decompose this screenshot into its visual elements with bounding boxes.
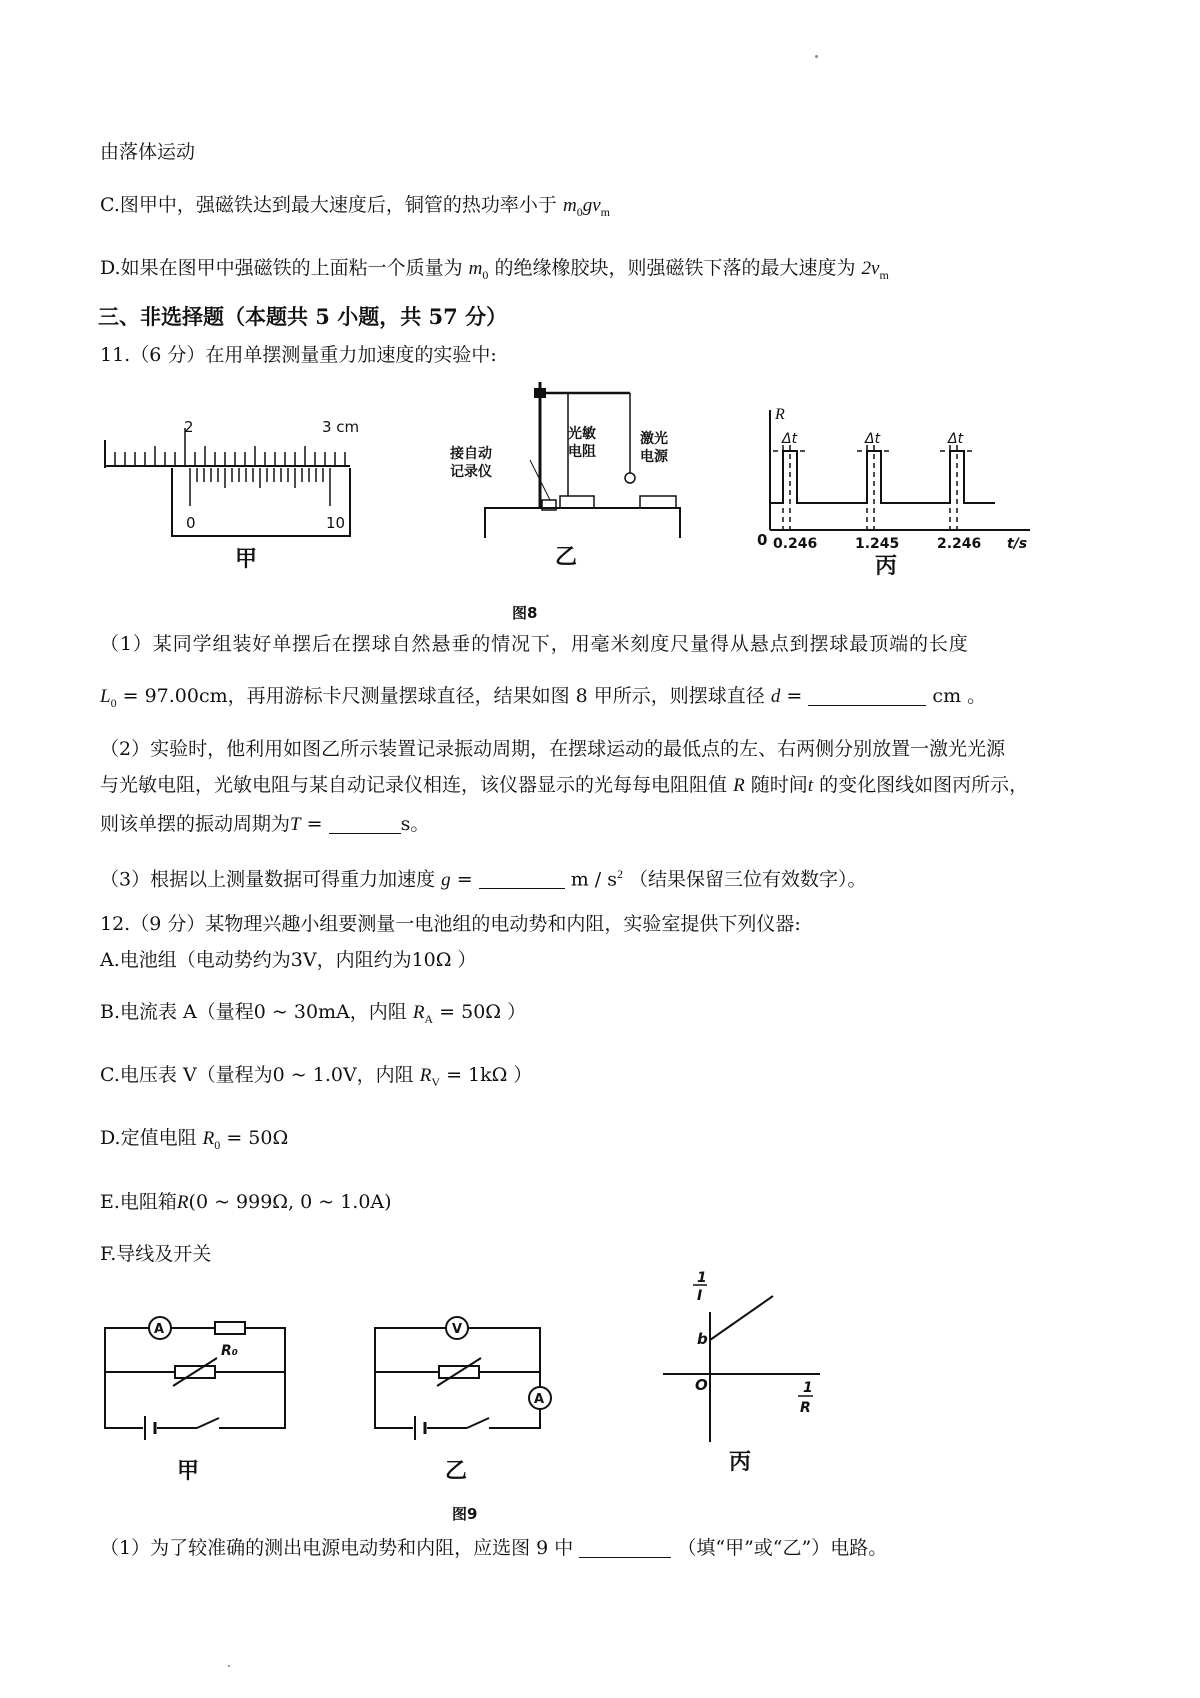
- symbol-T: T: [290, 814, 301, 835]
- symbol-RA: R: [412, 1002, 425, 1023]
- symbol-g: g: [582, 195, 593, 216]
- label-photo-2: 电阻: [568, 444, 596, 460]
- r-t-curve: [770, 451, 995, 503]
- option-f12: F.导线及开关: [100, 1243, 212, 1265]
- dashed-guides: [773, 445, 972, 530]
- q12-part1-post: （填“甲”或“乙”）电路。: [677, 1537, 888, 1559]
- dt-label-1: Δt: [782, 431, 798, 447]
- label-laser-1: 激光: [640, 431, 668, 447]
- q11-part3-unit: m / s: [570, 868, 617, 891]
- x-axis-label: t/s: [1007, 536, 1028, 552]
- symbol-m: m: [468, 258, 483, 279]
- symbol-sub: m: [879, 267, 889, 282]
- scan-dot: [815, 55, 818, 58]
- fig8-jia: [100, 410, 360, 572]
- symbol-t: t: [807, 775, 814, 796]
- symbol-R: R: [176, 1192, 189, 1213]
- y-label-den: I: [697, 1288, 703, 1304]
- origin-label: O: [695, 1376, 708, 1394]
- table: [485, 508, 680, 538]
- scan-dot: [228, 1665, 230, 1667]
- photoresistor-box: [560, 496, 594, 508]
- q11-part2-line3: [100, 812, 429, 837]
- symbol-2v: 2v: [861, 258, 880, 279]
- laser-box: [640, 496, 676, 508]
- pendulum-bob: [625, 473, 635, 483]
- label-recorder-1: 接自动: [450, 446, 492, 462]
- vernier-label-10: 10: [326, 514, 346, 532]
- symbol-RV: R: [419, 1065, 432, 1086]
- symbol-sq: 2: [616, 867, 623, 881]
- option-b-text: B.电流表 A（量程0 ~ 30mA，内阻: [100, 1001, 407, 1023]
- answer-blank-T[interactable]: [329, 813, 401, 834]
- option-c12: [100, 1063, 532, 1094]
- linear-relation: [710, 1296, 773, 1340]
- option-d-text: D.如果在图甲中强磁铁的上面粘一个质量为: [100, 257, 463, 279]
- q11-part1-line2: [100, 684, 986, 715]
- q12-part1-text: （1）为了较准确的测出电源电动势和内阻，应选图 9 中: [100, 1537, 574, 1559]
- symbol-v: v: [592, 195, 601, 216]
- q11-part1-unit: cm 。: [932, 685, 987, 707]
- symbol-sub: 0: [214, 1137, 221, 1152]
- answer-blank-circuit[interactable]: [579, 1537, 671, 1558]
- vernier-label-0: 0: [186, 514, 196, 532]
- tick-label-3: 2.246: [937, 536, 982, 552]
- origin-label: 0: [757, 531, 768, 549]
- symbol-sub: m: [600, 204, 610, 219]
- fig9-yi-label: 乙: [445, 1459, 468, 1484]
- label-recorder-2: 记录仪: [450, 464, 492, 480]
- symbol-sub: 0: [110, 695, 117, 710]
- fig8-bing-label: 丙: [875, 554, 898, 579]
- fig8-bing: [755, 405, 1035, 579]
- ammeter-label: A: [154, 1322, 165, 1337]
- option-e12-post: (0 ~ 999Ω, 0 ~ 1.0A): [188, 1191, 392, 1213]
- option-c: [100, 193, 610, 224]
- fig8-caption: 图8: [512, 604, 538, 622]
- option-e12: [100, 1190, 392, 1215]
- option-c12-text: C.电压表 V（量程为0 ~ 1.0V，内阻: [100, 1064, 414, 1086]
- intercept-label: b: [697, 1330, 708, 1348]
- q11-part3-text: （3）根据以上测量数据可得重力加速度: [100, 868, 436, 891]
- option-d: [100, 256, 889, 287]
- eq: =: [456, 868, 473, 891]
- symbol-R0: R: [202, 1128, 215, 1149]
- q11-part2-unit: s。: [400, 813, 430, 835]
- q11-part1-text: = 97.00cm，再用游标卡尺测量摆球直径，结果如图 8 甲所示，则摆球直径: [122, 685, 765, 707]
- r0-label: R₀: [221, 1343, 238, 1359]
- option-d-text-2: 的绝缘橡胶块，则强磁铁下落的最大速度为: [494, 257, 856, 279]
- eq: =: [306, 813, 323, 835]
- q11-part1-line1: （1）某同学组装好单摆后在摆球自然悬垂的情况下，用毫米刻度尺量得从悬点到摆球最顶端的长度: [100, 633, 969, 655]
- question-12: 12.（9 分）某物理兴趣小组要测量一电池组的电动势和内阻，实验室提供下列仪器:: [100, 913, 801, 935]
- fig8-yi-label: 乙: [555, 545, 578, 570]
- symbol-L: L: [100, 686, 111, 707]
- vernier-ticks: [190, 468, 330, 506]
- q11-part3-post: （结果保留三位有效数字）。: [629, 868, 867, 891]
- symbol-m: m: [562, 195, 577, 216]
- option-c12-post: = 1kΩ ）: [446, 1064, 533, 1086]
- option-d12-text: D.定值电阻: [100, 1127, 197, 1149]
- q12-part1: [100, 1536, 887, 1560]
- fig8-jia-label: 甲: [235, 547, 258, 572]
- resistor-r0: [215, 1322, 245, 1334]
- y-label-num: 1: [697, 1270, 707, 1286]
- symbol-d: d: [770, 686, 781, 707]
- voltmeter-label: V: [452, 1322, 463, 1337]
- q11-part2-text-2: 随时间: [750, 774, 808, 796]
- x-label-den: R: [800, 1400, 811, 1416]
- ammeter-label: A: [534, 1392, 545, 1407]
- symbol-sub: A: [424, 1011, 434, 1026]
- main-label-3cm: 3 cm: [322, 418, 360, 436]
- fig9-bing: [655, 1272, 855, 1482]
- label-photo-1: 光敏: [568, 426, 596, 442]
- q11-part2-text-3: 的变化图线如图丙所示，: [819, 774, 1029, 796]
- main-scale-ticks: [105, 428, 345, 466]
- eq: =: [786, 685, 803, 707]
- tick-label-2: 1.245: [855, 536, 900, 552]
- fig9-caption: 图9: [452, 1505, 478, 1523]
- dt-label-3: Δt: [948, 431, 964, 447]
- symbol-sub: V: [431, 1074, 441, 1089]
- q11-part2-line1: （2）实验时，他利用如图乙所示装置记录振动周期，在摆球运动的最低点的左、右两侧分别放置一激光光源: [100, 738, 1006, 760]
- question-11: 11.（6 分）在用单摆测量重力加速度的实验中:: [100, 344, 497, 366]
- dt-label-2: Δt: [865, 431, 881, 447]
- symbol-sub: 0: [576, 204, 583, 219]
- line-1: 由落体运动: [100, 141, 196, 163]
- fig9-jia-label: 甲: [177, 1459, 200, 1484]
- fig9-yi: [375, 1310, 575, 1490]
- label-laser-2: 电源: [640, 449, 668, 465]
- section-heading: 三、非选择题（本题共 5 小题，共 57 分）: [98, 304, 508, 329]
- q11-part2-line2: [100, 773, 1028, 798]
- option-d12-post: = 50Ω: [226, 1127, 289, 1149]
- option-a: A.电池组（电动势约为3V，内阻约为10Ω ）: [100, 949, 477, 971]
- symbol-g: g: [441, 869, 451, 891]
- x-label-num: 1: [803, 1380, 813, 1396]
- option-e12-text: E.电阻箱: [100, 1191, 177, 1213]
- q11-part2-text: 与光敏电阻，光敏电阻与某自动记录仪相连，该仪器显示的光每每电阻阻值: [100, 774, 728, 796]
- symbol-R: R: [733, 775, 745, 796]
- main-label-2: 2: [184, 418, 194, 436]
- q11-part2-text-4: 则该单摆的振动周期为: [100, 813, 291, 835]
- fig9-jia: [105, 1310, 305, 1490]
- y-axis-label: R: [775, 406, 785, 423]
- tick-label-1: 0.246: [773, 536, 818, 552]
- symbol-sub: 0: [482, 267, 489, 282]
- q11-part3: [100, 862, 867, 892]
- fig9-bing-label: 丙: [729, 1450, 752, 1475]
- option-c-text: C.图甲中，强磁铁达到最大速度后，铜管的热功率小于: [100, 194, 557, 216]
- option-b: [100, 1000, 526, 1031]
- answer-blank-d[interactable]: [808, 685, 926, 706]
- fig8-yi: [450, 378, 680, 568]
- option-d12: [100, 1126, 288, 1157]
- answer-blank-g[interactable]: [479, 868, 565, 889]
- option-b-post: = 50Ω ）: [439, 1001, 527, 1023]
